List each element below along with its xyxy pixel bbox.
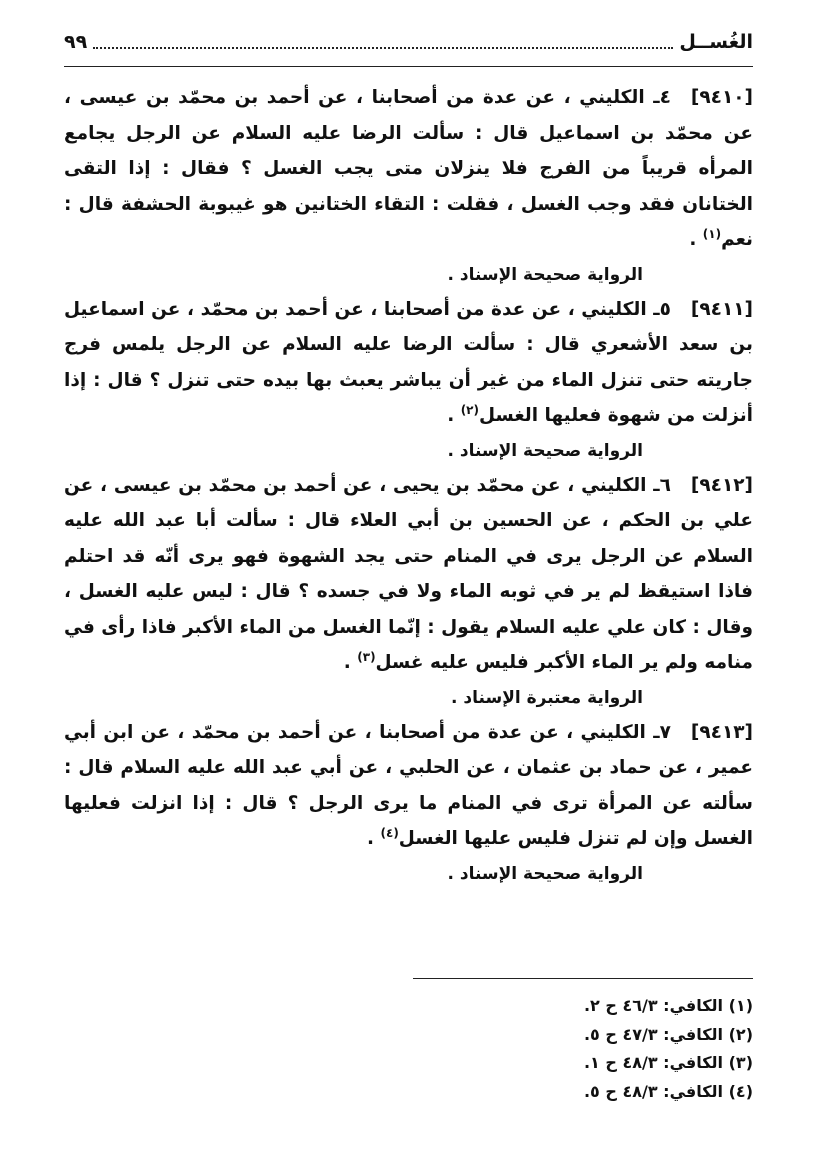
footnote-item: (٢) الكافي: ٤٧/٣ ح ٥. [583,1024,753,1044]
hadith-body: ٦ـ الكليني ، عن محمّد بن يحيى ، عن أحمد بن محمّد بن عيسى ، عن علي بن الحكم ، عن الحسين بن أبي العلاء قال : سألت أبا عبد الله عليه السلام عن الرجل يرى في المنام حتى يجد الشهوة فهو يرى أنّه قد احتلم فاذا استيقظ لم ير في ثوبه الماء ولا في جسده ؟ قال : ليس عليه الغسل ، وقال : كان علي عليه السلام يقول : إنّما الغسل من الماء الأكبر فاذا رأى في منامه ولم ير الماء الأكبر فليس عليه غسل [64,474,753,673]
header-leader-dots [93,47,673,49]
hadith-body: ٧ـ الكليني ، عن عدة من أصحابنا ، عن أحمد بن محمّد ، عن ابن أبي عمير ، عن حماد بن عثمان ، عن الحلبي ، عن أبي عبد الله عليه السلام قال : سألته عن المرأة ترى في المنام ما يرى الرجل ؟ قال : إذا انزلت فعليها الغسل وإن لم تنزل فليس عليها الغسل [64,721,753,849]
hadith-number: [٩٤١٣] [690,721,753,743]
hadith-entry [64,715,753,891]
running-header [64,24,753,60]
footnote-ref: (١) [702,226,722,241]
footnote-ref: (٢) [460,402,479,417]
hadith-entry [64,468,753,715]
hadith-entry [64,80,753,292]
hadith-grade: الرواية صحيحة الإسناد . [447,863,643,884]
hadith-text: [٩٤١٣]٧ـ الكليني ، عن عدة من أصحابنا ، عن أحمد بن محمّد ، عن ابن أبي عمير ، عن حماد بن عثمان ، عن الحلبي ، عن أبي عبد الله عليه السلام قال : سألته عن المرأة ترى في المنام ما يرى الرجل ؟ قال : إذا انزلت فعليها الغسل وإن لم تنزل فليس عليها الغسل$^{(٤)}$ . [64,715,753,857]
hadith-grade: الرواية صحيحة الإسناد . [447,440,643,461]
footnote-item: (٤) الكافي: ٤٨/٣ ح ٥. [583,1081,753,1101]
footnote-divider [413,978,753,979]
hadith-number: [٩٤١٠] [690,87,753,108]
hadith-entry [64,292,753,468]
hadith-text: [٩٤١٢]٦ـ الكليني ، عن محمّد بن يحيى ، عن أحمد بن محمّد بن عيسى ، عن علي بن الحكم ، عن الحسين بن أبي العلاء قال : سألت أبا عبد الله عليه السلام عن الرجل يرى في المنام حتى يجد الشهوة فهو يرى أنّه قد احتلم فاذا استيقظ لم ير في ثوبه الماء ولا في جسده ؟ قال : ليس عليه الغسل ، وقال : كان علي عليه السلام يقول : إنّما الغسل من الماء الأكبر فاذا رأى في منامه ولم ير الماء الأكبر فليس عليه غسل$^{(٣)}$ . [64,468,753,681]
hadith-text: [٩٤١٠]٤ـ الكليني ، عن عدة من أصحابنا ، عن أحمد بن محمّد بن عيسى ، عن محمّد بن اسماعيل قال : سألت الرضا عليه السلام عن الرجل يجامع المرأه قريباً من الفرج فلا ينزلان متى يجب الغسل ؟ فقال : إذا التقى الختانان فقد وجب الغسل ، فقلت : التقاء الختانين هو غيبوبة الحشفة قال : نعم$^{(١)}$ . [64,80,753,258]
footnote-item: (٣) الكافي: ٤٨/٣ ح ١. [583,1053,753,1072]
hadith-text: [٩٤١١]٥ـ الكليني ، عن عدة من أصحابنا ، عن أحمد بن محمّد ، عن اسماعيل بن سعد الأشعري قال : سألت الرضا عليه السلام عن الرجل يلمس فرج جاريته حتى تنزل الماء من غير أن يباشر يعبث بها بيده حتى تنزل ؟ قال : إذا أنزلت من شهوة فعليها الغسل$^{(٢)}$ . [64,292,753,434]
hadith-grade: الرواية صحيحة الإسناد . [447,264,643,285]
hadith-number: [٩٤١٢] [690,474,753,496]
hadith-grade: الرواية معتبرة الإسناد . [451,687,643,708]
hadith-number: [٩٤١١] [690,298,753,320]
hadith-body: ٥ـ الكليني ، عن عدة من أصحابنا ، عن أحمد بن محمّد ، عن اسماعيل بن سعد الأشعري قال : سألت الرضا عليه السلام عن الرجل يلمس فرج جاريته حتى تنزل الماء من غير أن يباشر يعبث بها بيده حتى تنزل ؟ قال : إذا أنزلت من شهوة فعليها الغسل [64,298,753,426]
chapter-title: الغُســل [679,31,753,53]
header-divider [64,66,753,67]
footnote-ref: (٤) [380,825,399,840]
hadith-entries [64,80,753,891]
footnote-item: (١) الكافي: ٤٦/٣ ح ٢. [583,996,753,1015]
footnote-ref: (٣) [357,649,376,664]
footnotes-list [584,992,753,1106]
hadith-body: ٤ـ الكليني ، عن عدة من أصحابنا ، عن أحمد بن محمّد بن عيسى ، عن محمّد بن اسماعيل قال : سألت الرضا عليه السلام عن الرجل يجامع المرأه قريباً من الفرج فلا ينزلان متى يجب الغسل ؟ فقال : إذا التقى الختانان فقد وجب الغسل ، فقلت : التقاء الختانين هو غيبوبة الحشفة قال : نعم [64,87,753,250]
page-number: ٩٩ [64,31,88,53]
